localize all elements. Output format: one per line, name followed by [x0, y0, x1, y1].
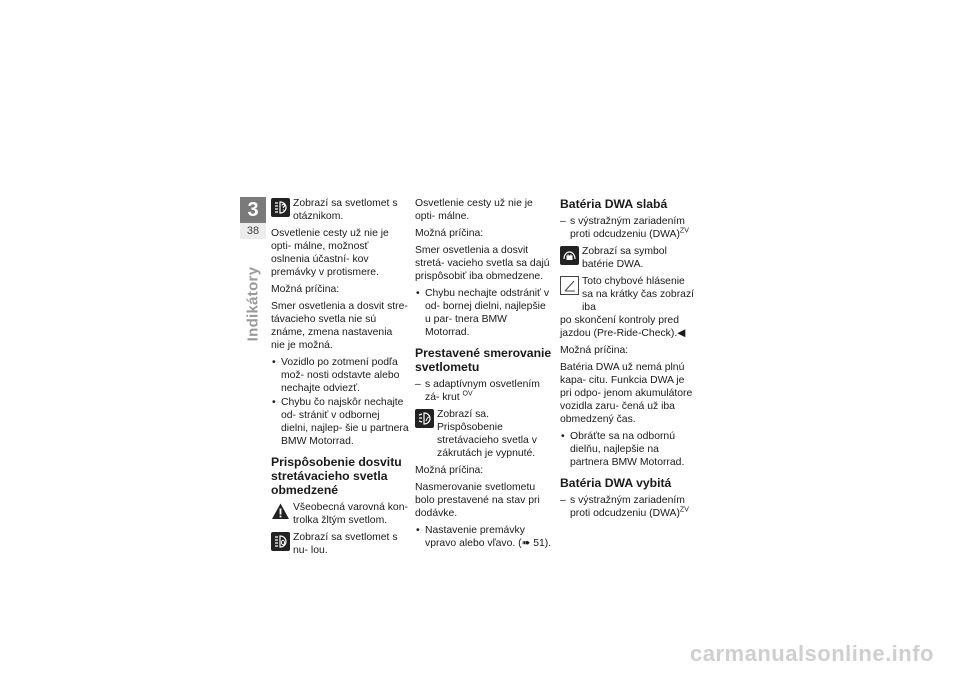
list-item: • Obráťte sa na odbornú dielňu, najlepšie na partnera BMW Motorrad.	[560, 430, 698, 469]
column-3	[560, 197, 698, 524]
paragraph: Smer osvetlenia a dosvit stre- távacieho svetla nie sú známe, zmena nastavenia nie je možná.	[271, 301, 408, 351]
page-ref[interactable]: 51	[533, 538, 545, 549]
condition-sup: ZV	[679, 506, 689, 514]
paragraph: Možná príčina:	[415, 228, 484, 239]
headlight-question-icon	[271, 198, 290, 217]
icon-row-headlight-zero	[271, 531, 409, 557]
icon-row-text: Zobrazí sa symbol batérie DWA.	[582, 246, 667, 270]
condition-line	[560, 494, 698, 520]
paragraph: Nasmerovanie svetlometu bolo prestavené na stav pri dodávke.	[415, 482, 540, 519]
paragraph: Osvetlenie cesty už nie je opti- málne.	[415, 198, 533, 222]
list-item: • Vozidlo po zotmení podľa mož- nosti odstavte alebo nechajte odviezť.	[271, 356, 409, 395]
chapter-number: 3	[240, 197, 266, 223]
section-heading: Batéria DWA slabá	[560, 197, 668, 211]
curve-headlight-icon	[415, 409, 434, 428]
info-triangle-icon	[560, 276, 579, 295]
condition-line	[560, 215, 698, 241]
icon-row-text-a: Zobrazí sa.	[437, 409, 489, 420]
condition-text: s adaptívnym osvetlením zá- krut	[425, 379, 540, 403]
bullet-list	[271, 356, 409, 448]
icon-row-text-b: Prispôsobenie stretávacieho svetla v zákrutách je vypnuté.	[437, 422, 537, 459]
icon-row-text: Zobrazí sa svetlomet s otáznikom.	[293, 198, 398, 222]
section-heading: Prestavené smerovanie svetlometu	[415, 346, 552, 374]
condition-sup: OV	[462, 390, 473, 398]
condition-line	[415, 378, 553, 404]
list-item: • Nastavenie premávky vpravo alebo vľavo. (➠ 51).	[415, 524, 553, 550]
paragraph: Možná príčina:	[271, 284, 340, 295]
section-title: Indikátory	[244, 266, 262, 342]
section-heading: Prispôsobenie dosvitu stretávacieho svetla obmedzené	[271, 455, 402, 497]
end-mark: ◀	[677, 328, 686, 339]
icon-row-text-cont: po skončení kontroly pred jazdou (Pre-Ride-Check).	[560, 315, 679, 339]
paragraph: Smer osvetlenia a dosvit stretá- vacieho svetla sa dajú prispôsobiť iba obmedzene.	[415, 245, 550, 282]
list-item: • Chybu čo najskôr nechajte od- strániť v odbornej dielni, najlep- šie u partnera BMW Motorrad.	[271, 396, 409, 448]
headlight-zero-icon	[271, 532, 290, 551]
page-number: 38	[240, 223, 266, 239]
bullet-list	[415, 524, 553, 550]
paragraph: Osvetlenie cesty už nie je opti- málne, možnosť oslnenia účastní- kov premávky v protismere.	[271, 228, 389, 278]
list-item: • Chybu nechajte odstrániť v od- bornej dielni, najlepšie u par- tnera BMW Motorrad.	[415, 287, 553, 339]
icon-row-info-top	[560, 275, 698, 314]
list-item-text: Nastavenie premávky vpravo alebo vľavo.	[425, 525, 525, 549]
icon-row-headlight-question	[271, 197, 409, 223]
condition-text: s výstražným zariadením proti odcudzeniu (DWA)	[570, 495, 685, 519]
bullet-list	[415, 287, 553, 339]
icon-row-dwa-battery	[560, 245, 698, 271]
icon-row-warning	[271, 501, 409, 527]
icon-row-text: Všeobecná varovná kon- trolka žltým svetlom.	[293, 502, 408, 526]
icon-row-info	[560, 275, 698, 340]
condition-text: s výstražným zariadením proti odcudzeniu (DWA)	[570, 216, 685, 240]
paragraph: Možná príčina:	[415, 465, 484, 476]
icon-row-text: Toto chybové hlásenie sa na krátky čas zobrazí iba	[582, 276, 695, 313]
icon-row-text: Zobrazí sa svetlomet s nu- lou.	[293, 532, 398, 556]
condition-sup: ZV	[679, 227, 689, 235]
column-2	[415, 197, 553, 554]
section-heading: Batéria DWA vybitá	[560, 476, 672, 490]
page-ref-arrow: ➠	[521, 538, 531, 549]
paragraph: Batéria DWA už nemá plnú kapa- citu. Funkcia DWA je pri odpo- jenom akumulátore vozidla zaru- čená už iba obmedzený čas.	[560, 362, 693, 425]
watermark: carmanualsonline.info	[690, 641, 934, 666]
paragraph: Možná príčina:	[560, 345, 629, 356]
bullet-list	[560, 430, 698, 469]
icon-row-text	[437, 408, 553, 460]
dwa-battery-icon	[560, 246, 579, 265]
warning-triangle-icon	[271, 502, 290, 521]
chapter-tab	[240, 197, 266, 239]
icon-row-curve-light	[415, 408, 553, 460]
column-1	[271, 197, 409, 561]
